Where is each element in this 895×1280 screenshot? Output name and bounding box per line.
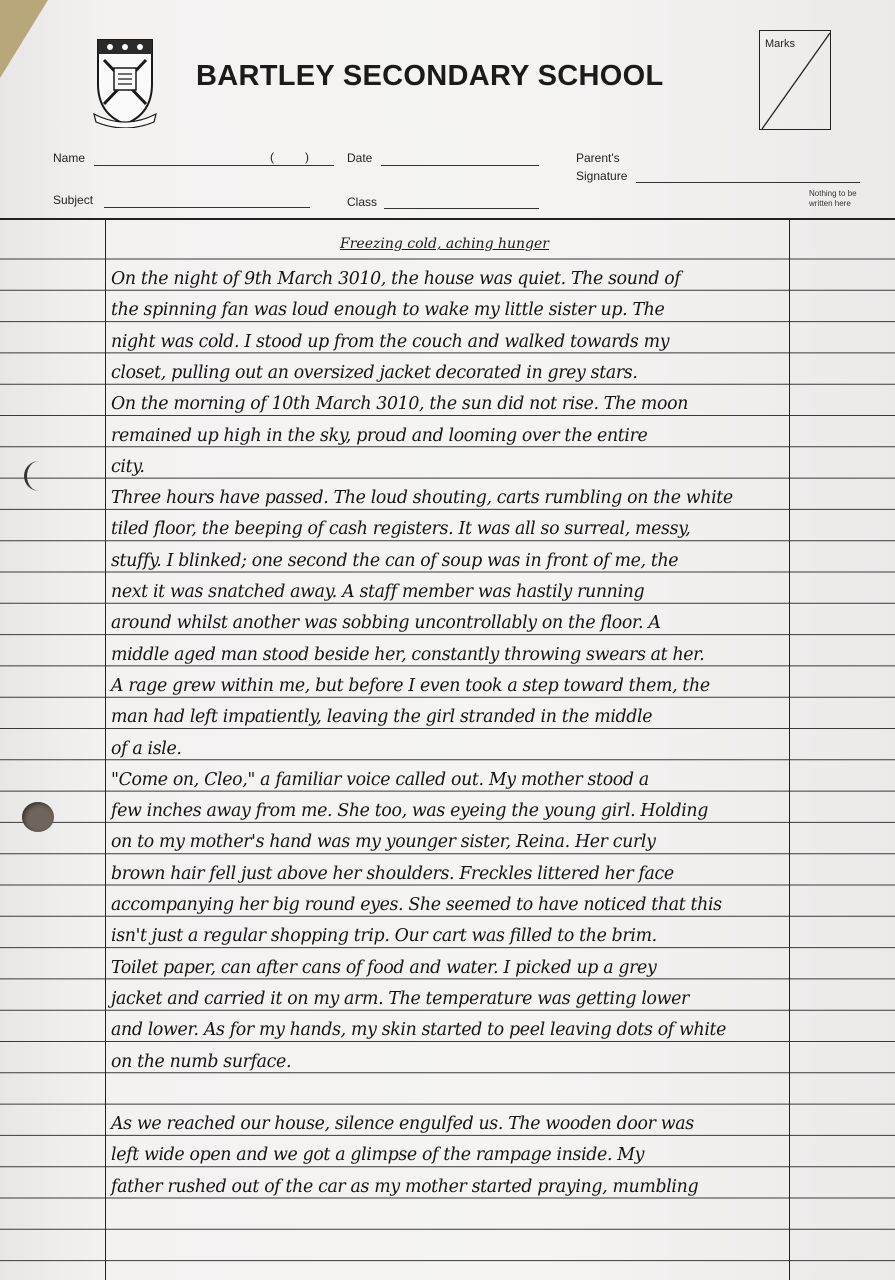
school-name: BARTLEY SECONDARY SCHOOL [196,60,664,92]
binder-hole-top [24,461,54,491]
essay-line: left wide open and we got a glimpse of the rampage inside. My [111,1145,645,1166]
subject-label: Subject [53,193,94,207]
essay-line: Toilet paper, can after cans of food and water. I picked up a grey [111,957,657,978]
essay-title: Freezing cold, aching hunger [340,236,549,252]
essay-line: father rushed out of the car as my mother started praying, mumbling [111,1176,699,1197]
essay-line: stuffy. I blinked; one second the can of soup was in front of me, the [111,550,679,571]
essay-line: night was cold. I stood up from the couch and walked towards my [111,331,670,352]
essay-line: On the night of 9th March 3010, the house was quiet. The sound of [111,269,681,289]
essay-line: and lower. As for my hands, my skin started to peel leaving dots of white [111,1020,727,1041]
essay-line: on to my mother's hand was my younger sister, Reina. Her curly [111,832,656,853]
essay-line: accompanying her big round eyes. She seemed to have noticed that this [111,895,722,915]
essay-line: next it was snatched away. A staff member was hastily running [111,582,645,602]
essay-line: isn't just a regular shopping trip. Our cart was filled to the brim. [111,926,657,947]
date-label: Date [347,151,373,165]
essay-line: few inches away from me. She too, was eyeing the young girl. Holding [111,801,709,822]
nothing-note-line-2: written here [809,199,851,208]
essay-line: the spinning fan was loud enough to wake my little sister up. The [111,300,665,321]
essay-line: As we reached our house, silence engulfed us. The wooden door was [111,1114,694,1135]
essay-line: remained up high in the sky, proud and looming over the entire [111,425,648,446]
essay-line: closet, pulling out an oversized jacket decorated in grey stars. [111,362,638,383]
class-label: Class [347,195,378,209]
essay-line: jacket and carried it on my arm. The temperature was getting lower [111,988,689,1009]
left-margin-rule [105,219,106,1280]
marks-label: Marks [765,38,795,50]
essay-line: on the numb surface. [111,1051,292,1072]
essay-line: On the morning of 10th March 3010, the sun did not rise. The moon [111,394,689,415]
essay-line: around whilst another was sobbing uncontrollably on the floor. A [111,613,661,634]
essay-line: middle aged man stood beside her, constantly throwing swears at her. [111,644,705,665]
parent-label: Parent's [576,151,620,165]
nothing-note-line-1: Nothing to be [809,189,857,198]
essay-line: Three hours have passed. The loud shouting, carts rumbling on the white [111,488,733,509]
binder-hole-bottom [22,802,54,832]
index-paren-open: ( [270,150,274,164]
essay-line: of a isle. [111,738,182,759]
essay-line: tiled floor, the beeping of cash registers. It was all so surreal, messy, [111,519,691,540]
essay-line: brown hair fell just above her shoulders. Freckles littered her face [111,863,674,884]
essay-line: man had left impatiently, leaving the girl stranded in the middle [111,707,653,728]
name-label: Name [53,151,86,165]
right-margin-rule [789,219,790,1280]
index-paren-close: ) [305,150,309,164]
signature-label: Signature [576,169,628,183]
essay-line: A rage grew within me, but before I even took a step toward them, the [111,675,710,696]
essay-line: "Come on, Cleo," a familiar voice called out. My mother stood a [111,769,649,790]
essay-line: city. [111,456,145,477]
